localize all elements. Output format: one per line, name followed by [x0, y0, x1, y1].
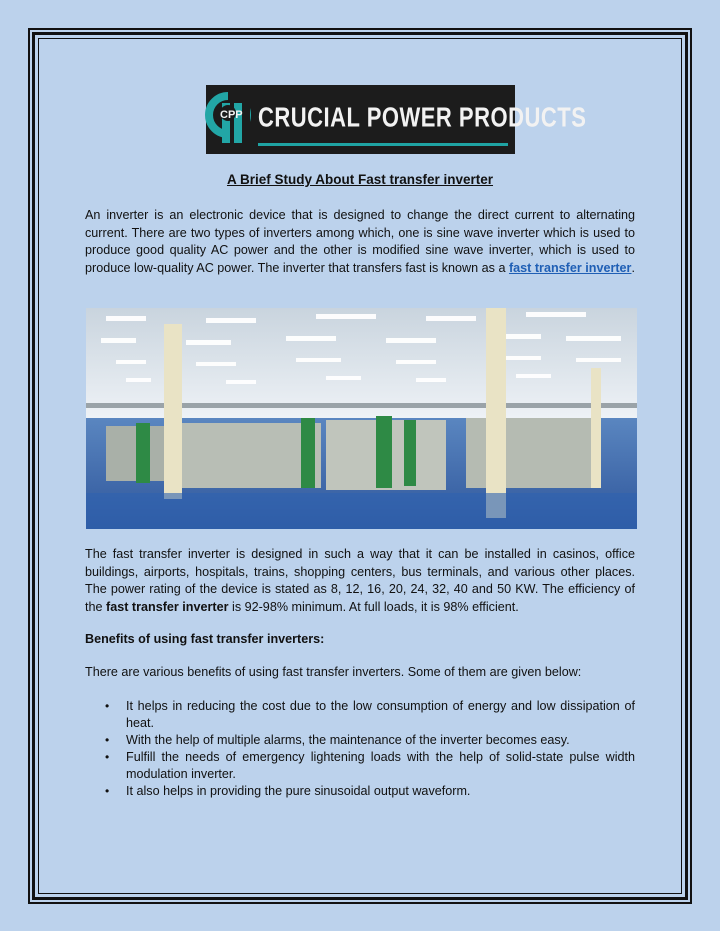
list-item: [85, 749, 635, 783]
page-title: A Brief Study About Fast transfer inverter: [226, 172, 494, 187]
benefits-list: [85, 698, 635, 800]
power-rating-paragraph: [85, 546, 635, 616]
para2-bold-term: fast transfer inverter: [106, 599, 229, 614]
logo-underline: [258, 143, 508, 146]
cpp-logo-mark-icon: [206, 85, 258, 154]
factory-photo: [86, 308, 637, 529]
intro-text: An inverter is an electronic device that is designed to change the direct current to alternating current. There are two types of inverters among which, one is sine wave inverter which is used to produce good quality AC power and the other is modified sine wave inverter, which is used to produce low-quality AC power. The inverter that transfers fast is known as a: [85, 208, 635, 275]
para2-text-before: The fast transfer inverter is designed in such a way that it can be installed in casinos, office buildings, airports, hospitals, trains, shopping centers, bus terminals, and various other places. The power rating of the device is stated as 8, 12, 16, 20, 24, 32, 40 and 50 KW. The efficiency of the: [85, 547, 635, 614]
fast-transfer-inverter-link[interactable]: fast transfer inverter: [508, 260, 632, 275]
para2-text-after: is 92-98% minimum. At full loads, it is 98% efficient.: [228, 599, 519, 614]
list-item: [85, 698, 635, 732]
company-logo: [206, 85, 587, 154]
list-item: [85, 732, 635, 749]
benefit-text: Fulfill the needs of emergency lightening loads with the help of solid-state pulse width modulation inverter.: [126, 750, 635, 781]
bullet-icon: •: [105, 733, 110, 747]
bullet-icon: •: [105, 750, 110, 764]
list-item: [85, 783, 635, 800]
intro-end: .: [631, 260, 635, 275]
benefit-text: It helps in reducing the cost due to the low consumption of energy and low dissipation of heat.: [126, 699, 635, 730]
bullet-icon: •: [105, 784, 110, 798]
intro-paragraph: [85, 207, 635, 277]
floor-reflections: [86, 493, 637, 529]
bullet-icon: •: [105, 699, 110, 713]
benefit-text: With the help of multiple alarms, the maintenance of the inverter becomes easy.: [126, 733, 570, 747]
logo-company-name: CRUCIAL POWER PRODUCTS: [258, 101, 587, 133]
benefits-intro: There are various benefits of using fast transfer inverters. Some of them are given below:: [85, 665, 582, 679]
benefit-text: It also helps in providing the pure sinusoidal output waveform.: [126, 784, 471, 798]
logo-mark-text: CPP: [220, 109, 243, 121]
benefits-heading: Benefits of using fast transfer inverters:: [85, 632, 325, 646]
